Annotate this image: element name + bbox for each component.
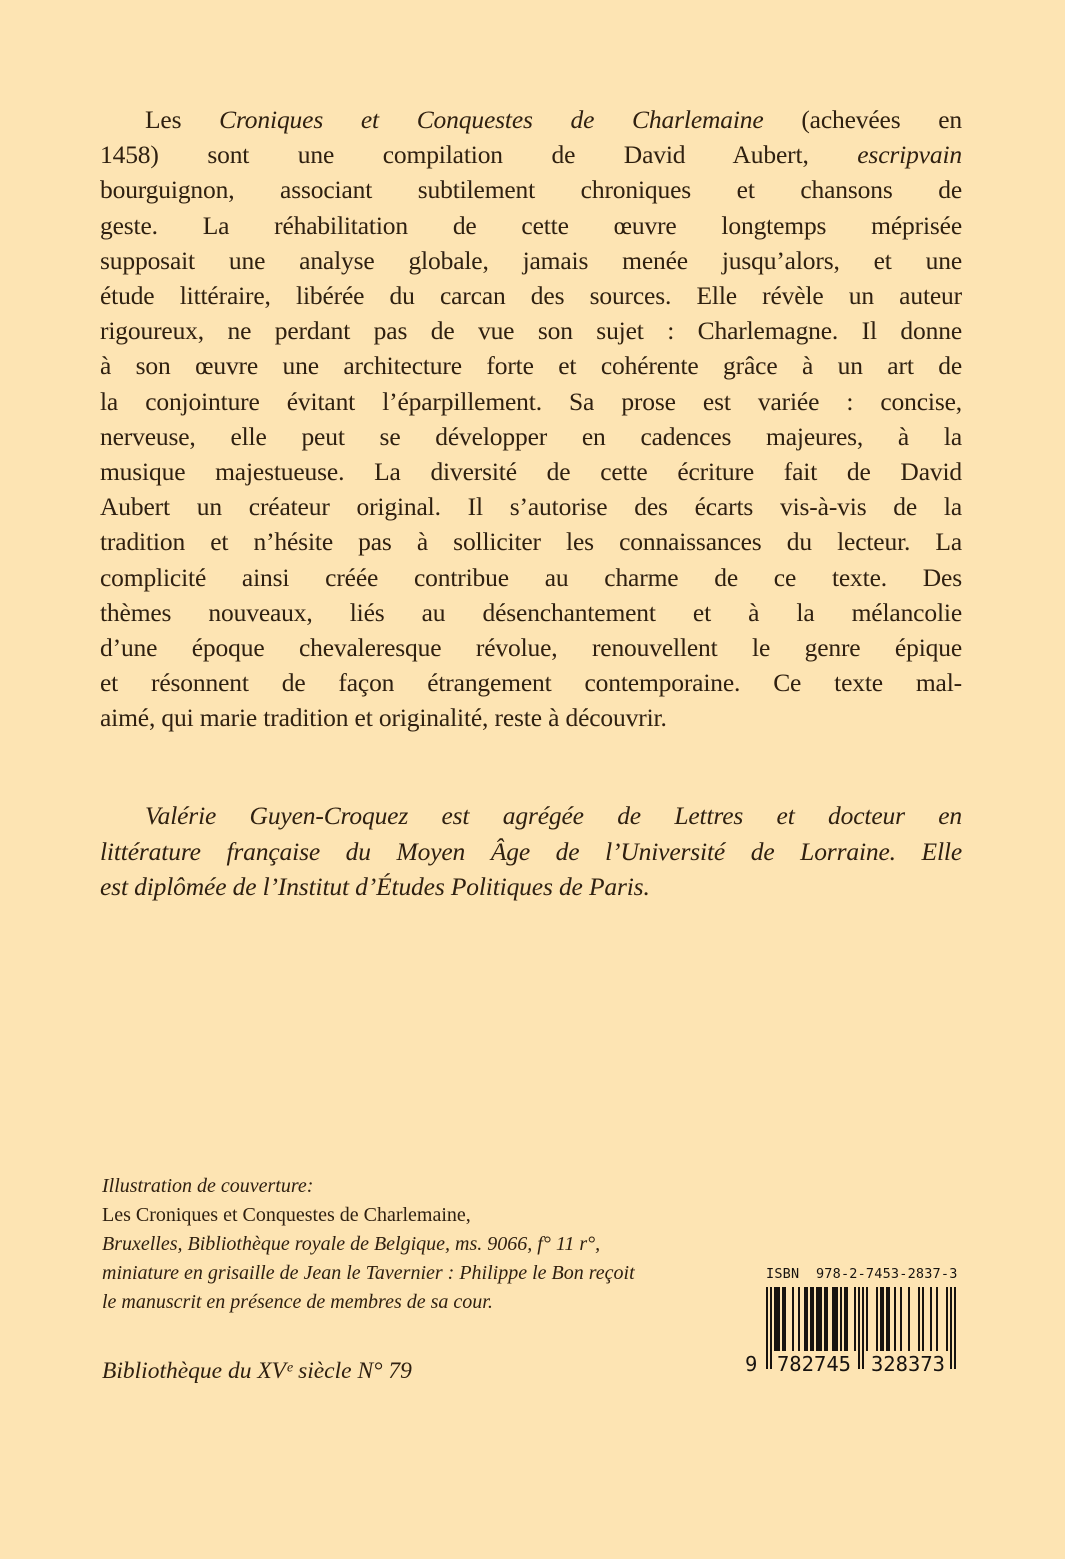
text-line: à son œuvre une architecture forte et cohérente grâce à un art de <box>100 351 962 381</box>
text-line: Valérie Guyen-Croquez est agrégée de Lettres et docteur en <box>145 801 962 830</box>
ean13-barcode <box>745 1287 956 1379</box>
cover-illustration-credit <box>102 1172 782 1317</box>
text-line: rigoureux, ne perdant pas de vue son sujet : Charlemagne. Il donne <box>100 316 962 346</box>
isbn-barcode-block <box>745 1266 975 1379</box>
text-line: d’une époque chevaleresque révolue, renouvellent le genre épique <box>100 633 962 663</box>
barcode-digits-group1: 782745 <box>772 1351 856 1376</box>
text-line: la conjointure évitant l’éparpillement. Sa prose est variée : concise, <box>100 386 962 416</box>
text-line: miniature en grisaille de Jean le Tavernier : Philippe le Bon reçoit <box>102 1262 635 1284</box>
text-line: Illustration de couverture: <box>102 1175 314 1197</box>
text-line: complicité ainsi créée contribue au charme de ce texte. Des <box>100 562 962 592</box>
collection-series-label: Bibliothèque du XVᵉ siècle N° 79 <box>102 1358 412 1384</box>
synopsis-paragraph <box>100 102 962 736</box>
text-line: étude littéraire, libérée du carcan des sources. Elle révèle un auteur <box>100 281 962 311</box>
text-line: Les Croniques et Conquestes de Charlemaine (achevées en <box>145 105 962 134</box>
text-line: tradition et n’hésite pas à solliciter les connaissances du lecteur. La <box>100 527 962 557</box>
barcode-digits-group2: 328373 <box>866 1351 950 1376</box>
text-line: bourguignon, associant subtilement chroniques et chansons de <box>100 175 962 205</box>
author-bio-paragraph <box>100 798 962 905</box>
text-line: musique majestueuse. La diversité de cette écriture fait de David <box>100 457 962 487</box>
text-line: aimé, qui marie tradition et originalité, reste à découvrir. <box>100 703 667 733</box>
text-line: est diplômée de l’Institut d’Études Politiques de Paris. <box>100 872 650 901</box>
text-line: littérature française du Moyen Âge de l’Université de Lorraine. Elle <box>100 836 962 866</box>
isbn-number-label: ISBN 978-2-7453-2837-3 <box>766 1266 958 1282</box>
text-line: le manuscrit en présence de membres de sa cour. <box>102 1291 493 1313</box>
text-line: nerveuse, elle peut se développer en cadences majeures, à la <box>100 421 962 451</box>
text-line: Bruxelles, Bibliothèque royale de Belgique, ms. 9066, f° 11 r°, <box>102 1233 601 1255</box>
text-line: supposait une analyse globale, jamais menée jusqu’alors, et une <box>100 245 962 275</box>
text-line: geste. La réhabilitation de cette œuvre longtemps méprisée <box>100 210 962 240</box>
text-line: thèmes nouveaux, liés au désenchantement et à la mélancolie <box>100 597 962 627</box>
text-line: Aubert un créateur original. Il s’autorise des écarts vis-à-vis de la <box>100 492 962 522</box>
text-line: 1458) sont une compilation de David Aubert, escripvain <box>100 140 962 170</box>
text-line: et résonnent de façon étrangement contemporaine. Ce texte mal- <box>100 668 962 698</box>
barcode-digit-lead: 9 <box>745 1352 758 1376</box>
text-line: Les Croniques et Conquestes de Charlemaine, <box>102 1204 471 1226</box>
